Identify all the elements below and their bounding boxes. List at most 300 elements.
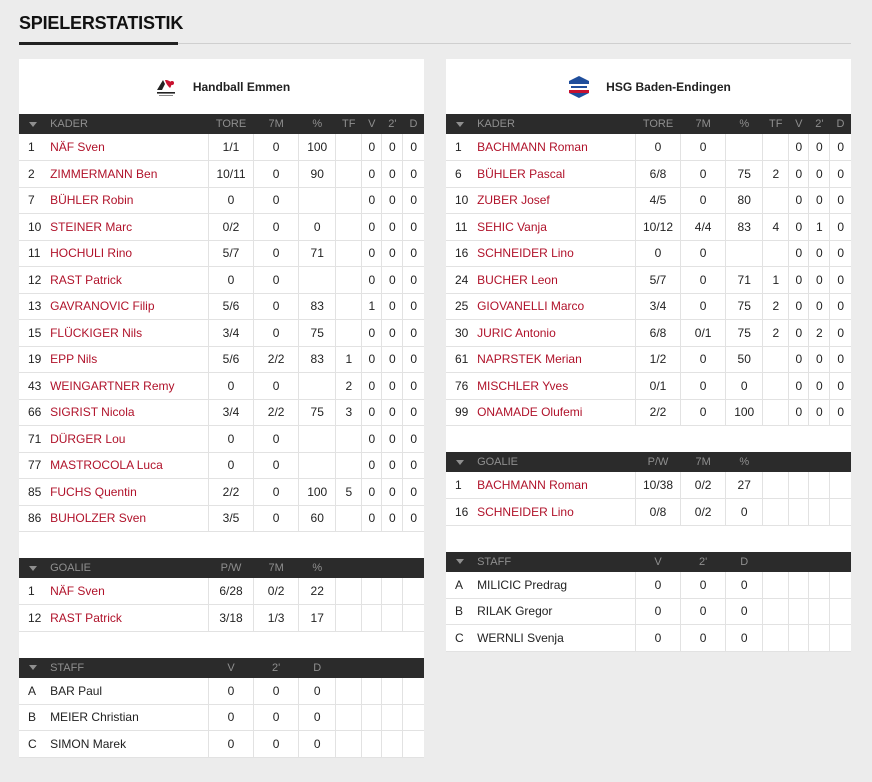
stat-cell-empty bbox=[830, 499, 851, 526]
jersey-number: 10 bbox=[19, 214, 46, 241]
stat-cell: 0 bbox=[382, 426, 403, 453]
staff-name: MEIER Christian bbox=[46, 704, 208, 731]
players-row bbox=[19, 505, 424, 532]
player-name-link[interactable]: MISCHLER Yves bbox=[473, 373, 635, 400]
goalies-row bbox=[19, 578, 424, 605]
stat-cell: 100 bbox=[299, 134, 336, 161]
stat-cell bbox=[726, 240, 763, 267]
stat-cell-empty bbox=[830, 472, 851, 499]
stat-cell: 0 bbox=[726, 373, 763, 400]
stat-cell: 0 bbox=[254, 704, 299, 731]
stat-cell: 0 bbox=[403, 320, 424, 347]
stat-cell: 0 bbox=[681, 598, 726, 625]
stat-cell: 5/6 bbox=[208, 346, 253, 373]
stat-cell: 0/8 bbox=[635, 499, 680, 526]
player-name-link[interactable]: SCHNEIDER Lino bbox=[473, 240, 635, 267]
stat-cell: 0 bbox=[681, 293, 726, 320]
page-title: SPIELERSTATISTIK bbox=[19, 13, 184, 33]
column-header: D bbox=[726, 552, 763, 572]
stat-cell: 1 bbox=[336, 346, 362, 373]
player-name-link[interactable]: FLÜCKIGER Nils bbox=[46, 320, 208, 347]
player-name-link[interactable]: BÜHLER Robin bbox=[46, 187, 208, 214]
jersey-number: 24 bbox=[446, 267, 473, 294]
stat-cell-empty bbox=[809, 625, 830, 652]
column-header: GOALIE bbox=[46, 558, 208, 578]
staff-header-row bbox=[19, 658, 424, 678]
jersey-number: 30 bbox=[446, 320, 473, 347]
player-name-link[interactable]: GIOVANELLI Marco bbox=[473, 293, 635, 320]
stat-cell: 0 bbox=[830, 214, 851, 241]
stat-cell-empty bbox=[789, 625, 809, 652]
staff-row bbox=[446, 625, 851, 652]
stat-cell: 0 bbox=[299, 731, 336, 758]
caret-down-icon[interactable] bbox=[29, 122, 37, 127]
stat-cell: 2 bbox=[763, 293, 789, 320]
staff-row bbox=[19, 731, 424, 758]
column-header: V bbox=[362, 114, 382, 134]
jersey-number: 66 bbox=[19, 399, 46, 426]
column-header: D bbox=[830, 114, 851, 134]
column-header: GOALIE bbox=[473, 452, 635, 472]
stat-cell-empty bbox=[763, 572, 789, 599]
players-table bbox=[19, 114, 424, 532]
stat-cell: 0 bbox=[681, 572, 726, 599]
stat-cell: 10/38 bbox=[635, 472, 680, 499]
stat-cell: 0 bbox=[208, 187, 253, 214]
stat-cell-empty bbox=[336, 678, 362, 705]
column-header: 2' bbox=[382, 114, 403, 134]
column-header-empty bbox=[382, 558, 403, 578]
stat-cell: 3/18 bbox=[208, 605, 253, 632]
player-name-link[interactable]: BUHOLZER Sven bbox=[46, 505, 208, 532]
stat-cell bbox=[299, 426, 336, 453]
stat-cell: 0 bbox=[681, 240, 726, 267]
column-header: 2' bbox=[681, 552, 726, 572]
stat-cell: 0 bbox=[789, 320, 809, 347]
stat-cell: 0 bbox=[789, 134, 809, 161]
column-header: V bbox=[208, 658, 253, 678]
jersey-number: 13 bbox=[19, 293, 46, 320]
jersey-number: 99 bbox=[446, 399, 473, 426]
stat-cell: 0 bbox=[789, 240, 809, 267]
player-name-link[interactable]: GAVRANOVIC Filip bbox=[46, 293, 208, 320]
jersey-number: 2 bbox=[19, 161, 46, 188]
stat-cell-empty bbox=[830, 572, 851, 599]
stat-cell: 0 bbox=[403, 134, 424, 161]
stat-cell: 3 bbox=[336, 399, 362, 426]
stat-cell bbox=[763, 134, 789, 161]
stat-cell: 0/1 bbox=[681, 320, 726, 347]
jersey-number: 25 bbox=[446, 293, 473, 320]
stat-cell: 2/2 bbox=[254, 399, 299, 426]
column-header: 7M bbox=[681, 114, 726, 134]
stat-cell: 0 bbox=[362, 240, 382, 267]
stat-cell-empty bbox=[403, 678, 424, 705]
staff-row bbox=[19, 704, 424, 731]
stat-cell: 71 bbox=[299, 240, 336, 267]
player-name-link[interactable]: JURIC Antonio bbox=[473, 320, 635, 347]
jersey-number: 12 bbox=[19, 605, 46, 632]
staff-name: WERNLI Svenja bbox=[473, 625, 635, 652]
stat-cell-empty bbox=[403, 578, 424, 605]
stat-cell: 0 bbox=[635, 240, 680, 267]
jersey-number: 16 bbox=[446, 240, 473, 267]
stat-cell: 0 bbox=[254, 505, 299, 532]
goalies-row bbox=[446, 472, 851, 499]
collapse-toggle[interactable] bbox=[19, 114, 46, 134]
caret-down-icon[interactable] bbox=[456, 460, 464, 465]
players-row bbox=[19, 187, 424, 214]
stat-cell bbox=[336, 505, 362, 532]
stat-cell: 0 bbox=[830, 320, 851, 347]
player-name-link[interactable]: WEINGARTNER Remy bbox=[46, 373, 208, 400]
player-name-link[interactable]: NÄF Sven bbox=[46, 134, 208, 161]
column-header-empty bbox=[403, 558, 424, 578]
player-name-link[interactable]: STEINER Marc bbox=[46, 214, 208, 241]
stat-cell: 0 bbox=[809, 134, 830, 161]
player-name-link[interactable]: SCHNEIDER Lino bbox=[473, 499, 635, 526]
column-header-empty bbox=[789, 552, 809, 572]
stat-cell: 4/4 bbox=[681, 214, 726, 241]
section-spacer bbox=[446, 426, 851, 452]
stat-cell bbox=[299, 267, 336, 294]
stat-cell: 0 bbox=[362, 320, 382, 347]
stat-cell: 0 bbox=[382, 293, 403, 320]
jersey-number: 86 bbox=[19, 505, 46, 532]
stat-cell: 0 bbox=[681, 373, 726, 400]
stat-cell bbox=[299, 187, 336, 214]
stat-cell-empty bbox=[382, 578, 403, 605]
stat-cell: 0 bbox=[403, 240, 424, 267]
stat-cell: 71 bbox=[726, 267, 763, 294]
stat-cell: 0 bbox=[789, 399, 809, 426]
players-row bbox=[19, 293, 424, 320]
stat-cell-empty bbox=[809, 572, 830, 599]
stat-cell: 0 bbox=[809, 267, 830, 294]
stat-cell: 0 bbox=[726, 499, 763, 526]
stat-cell: 4 bbox=[763, 214, 789, 241]
stat-cell: 0 bbox=[382, 320, 403, 347]
stat-cell: 0 bbox=[681, 625, 726, 652]
stat-cell: 1 bbox=[763, 267, 789, 294]
players-row bbox=[19, 214, 424, 241]
stat-cell: 0 bbox=[382, 452, 403, 479]
stat-cell: 83 bbox=[299, 346, 336, 373]
title-underline bbox=[19, 42, 178, 45]
stat-cell: 0 bbox=[362, 346, 382, 373]
column-header-empty bbox=[830, 452, 851, 472]
column-header: % bbox=[726, 452, 763, 472]
jersey-number: 85 bbox=[19, 479, 46, 506]
stat-cell: 0 bbox=[830, 293, 851, 320]
column-header-empty bbox=[809, 552, 830, 572]
stat-cell: 0 bbox=[726, 598, 763, 625]
jersey-number: 19 bbox=[19, 346, 46, 373]
players-row bbox=[446, 161, 851, 188]
player-name-link[interactable]: NÄF Sven bbox=[46, 578, 208, 605]
column-header: STAFF bbox=[473, 552, 635, 572]
collapse-toggle[interactable] bbox=[446, 452, 473, 472]
stat-cell bbox=[726, 134, 763, 161]
players-table bbox=[446, 114, 851, 426]
players-row bbox=[19, 320, 424, 347]
stat-cell: 0 bbox=[830, 399, 851, 426]
jersey-number: A bbox=[19, 678, 46, 705]
jersey-number: 12 bbox=[19, 267, 46, 294]
stat-cell: 0 bbox=[830, 267, 851, 294]
stat-cell: 0 bbox=[809, 187, 830, 214]
player-name-link[interactable]: RAST Patrick bbox=[46, 605, 208, 632]
stat-cell: 0 bbox=[254, 187, 299, 214]
stat-cell bbox=[763, 373, 789, 400]
player-name-link[interactable]: EPP Nils bbox=[46, 346, 208, 373]
jersey-number: 6 bbox=[446, 161, 473, 188]
player-name-link[interactable]: BUCHER Leon bbox=[473, 267, 635, 294]
stat-cell: 0 bbox=[789, 214, 809, 241]
player-name-link[interactable]: FUCHS Quentin bbox=[46, 479, 208, 506]
stat-cell: 0 bbox=[208, 373, 253, 400]
staff-table bbox=[446, 552, 851, 652]
jersey-number: 43 bbox=[19, 373, 46, 400]
stat-cell: 10/12 bbox=[635, 214, 680, 241]
caret-down-icon[interactable] bbox=[29, 665, 37, 670]
caret-down-icon[interactable] bbox=[456, 122, 464, 127]
stat-cell: 0 bbox=[726, 572, 763, 599]
stat-cell: 1/2 bbox=[635, 346, 680, 373]
stat-cell: 75 bbox=[726, 293, 763, 320]
team-logo-icon bbox=[566, 74, 592, 100]
stat-cell: 27 bbox=[726, 472, 763, 499]
jersey-number: 1 bbox=[19, 134, 46, 161]
stat-cell: 0 bbox=[362, 426, 382, 453]
players-row bbox=[19, 373, 424, 400]
stat-cell: 0/1 bbox=[635, 373, 680, 400]
jersey-number: B bbox=[446, 598, 473, 625]
stat-cell: 0 bbox=[830, 161, 851, 188]
column-header: P/W bbox=[208, 558, 253, 578]
goalies-row bbox=[19, 605, 424, 632]
jersey-number: 7 bbox=[19, 187, 46, 214]
jersey-number: C bbox=[19, 731, 46, 758]
jersey-number: 16 bbox=[446, 499, 473, 526]
player-name-link[interactable]: MASTROCOLA Luca bbox=[46, 452, 208, 479]
stat-cell bbox=[763, 187, 789, 214]
jersey-number: A bbox=[446, 572, 473, 599]
stat-cell: 0 bbox=[299, 678, 336, 705]
stat-cell-empty bbox=[763, 598, 789, 625]
stat-cell: 0/2 bbox=[681, 472, 726, 499]
team-panel-away bbox=[446, 59, 851, 652]
stat-cell: 17 bbox=[299, 605, 336, 632]
players-row bbox=[446, 293, 851, 320]
stat-cell: 0 bbox=[403, 505, 424, 532]
players-header-row bbox=[446, 114, 851, 134]
caret-down-icon[interactable] bbox=[456, 559, 464, 564]
stat-cell: 3/4 bbox=[635, 293, 680, 320]
stat-cell: 2 bbox=[763, 161, 789, 188]
stat-cell: 5/7 bbox=[208, 240, 253, 267]
column-header: TORE bbox=[208, 114, 253, 134]
jersey-number: 10 bbox=[446, 187, 473, 214]
players-row bbox=[19, 267, 424, 294]
stat-cell: 0/2 bbox=[254, 578, 299, 605]
column-header-empty bbox=[830, 552, 851, 572]
stat-cell: 2 bbox=[763, 320, 789, 347]
collapse-toggle[interactable] bbox=[19, 558, 46, 578]
stat-cell: 1 bbox=[362, 293, 382, 320]
stat-cell: 0 bbox=[403, 161, 424, 188]
staff-name: SIMON Marek bbox=[46, 731, 208, 758]
stat-cell: 0 bbox=[382, 267, 403, 294]
stat-cell: 83 bbox=[299, 293, 336, 320]
collapse-toggle[interactable] bbox=[446, 114, 473, 134]
stat-cell: 0 bbox=[254, 320, 299, 347]
stat-cell-empty bbox=[809, 499, 830, 526]
stat-cell: 6/28 bbox=[208, 578, 253, 605]
stat-cell: 0 bbox=[403, 399, 424, 426]
stat-cell-empty bbox=[362, 678, 382, 705]
team-logo-icon bbox=[153, 74, 179, 100]
stat-cell: 0 bbox=[809, 161, 830, 188]
players-row bbox=[19, 240, 424, 267]
column-header-empty bbox=[362, 558, 382, 578]
stat-cell-empty bbox=[336, 578, 362, 605]
stat-cell: 0/2 bbox=[208, 214, 253, 241]
stat-cell: 0 bbox=[362, 505, 382, 532]
stat-cell: 0 bbox=[403, 187, 424, 214]
stat-cell-empty bbox=[763, 625, 789, 652]
column-header: 7M bbox=[254, 114, 299, 134]
column-header: P/W bbox=[635, 452, 680, 472]
player-name-link[interactable]: RAST Patrick bbox=[46, 267, 208, 294]
stat-cell: 0 bbox=[809, 240, 830, 267]
column-header: TF bbox=[763, 114, 789, 134]
player-name-link[interactable]: ZIMMERMANN Ben bbox=[46, 161, 208, 188]
player-name-link[interactable]: ZUBER Josef bbox=[473, 187, 635, 214]
stat-cell: 5 bbox=[336, 479, 362, 506]
stat-cell: 60 bbox=[299, 505, 336, 532]
stat-cell: 0 bbox=[830, 373, 851, 400]
player-name-link[interactable]: BACHMANN Roman bbox=[473, 134, 635, 161]
jersey-number: 76 bbox=[446, 373, 473, 400]
player-name-link[interactable]: BACHMANN Roman bbox=[473, 472, 635, 499]
column-header: V bbox=[635, 552, 680, 572]
players-row bbox=[446, 320, 851, 347]
player-name-link[interactable]: SEHIC Vanja bbox=[473, 214, 635, 241]
stat-cell: 1 bbox=[809, 214, 830, 241]
stat-cell: 0 bbox=[208, 267, 253, 294]
players-row bbox=[19, 399, 424, 426]
stat-cell-empty bbox=[809, 472, 830, 499]
stat-cell: 0 bbox=[362, 452, 382, 479]
stat-cell: 0 bbox=[299, 214, 336, 241]
stat-cell: 0 bbox=[809, 346, 830, 373]
stat-cell: 0 bbox=[809, 293, 830, 320]
stat-cell: 0 bbox=[208, 678, 253, 705]
stat-cell: 0 bbox=[789, 161, 809, 188]
column-header-empty bbox=[382, 658, 403, 678]
stat-cell-empty bbox=[403, 704, 424, 731]
players-row bbox=[446, 346, 851, 373]
goalies-header-row bbox=[446, 452, 851, 472]
goalies-table bbox=[19, 558, 424, 632]
players-row bbox=[19, 346, 424, 373]
stat-cell: 0 bbox=[362, 373, 382, 400]
stat-cell-empty bbox=[789, 472, 809, 499]
stat-cell bbox=[336, 214, 362, 241]
stat-cell: 0/2 bbox=[681, 499, 726, 526]
staff-row bbox=[446, 598, 851, 625]
stat-cell-empty bbox=[763, 499, 789, 526]
team-panel-home bbox=[19, 59, 424, 758]
staff-header-row bbox=[446, 552, 851, 572]
goalies-table bbox=[446, 452, 851, 526]
player-name-link[interactable]: DÜRGER Lou bbox=[46, 426, 208, 453]
stat-cell-empty bbox=[830, 598, 851, 625]
stat-cell: 90 bbox=[299, 161, 336, 188]
stat-cell-empty bbox=[382, 678, 403, 705]
stat-cell: 0 bbox=[635, 625, 680, 652]
stat-cell: 0 bbox=[726, 625, 763, 652]
stat-cell bbox=[763, 240, 789, 267]
player-name-link[interactable]: NAPRSTEK Merian bbox=[473, 346, 635, 373]
player-name-link[interactable]: ONAMADE Olufemi bbox=[473, 399, 635, 426]
collapse-toggle[interactable] bbox=[19, 658, 46, 678]
column-header-empty bbox=[789, 452, 809, 472]
stat-cell: 0 bbox=[403, 214, 424, 241]
stat-cell: 0 bbox=[830, 240, 851, 267]
player-name-link[interactable]: BÜHLER Pascal bbox=[473, 161, 635, 188]
stat-cell: 1/3 bbox=[254, 605, 299, 632]
stat-cell: 75 bbox=[726, 161, 763, 188]
jersey-number: B bbox=[19, 704, 46, 731]
section-spacer bbox=[19, 632, 424, 658]
players-row bbox=[19, 134, 424, 161]
stat-cell: 2/2 bbox=[635, 399, 680, 426]
stat-cell: 0 bbox=[362, 214, 382, 241]
column-header: 7M bbox=[681, 452, 726, 472]
stat-cell-empty bbox=[403, 605, 424, 632]
column-header: V bbox=[789, 114, 809, 134]
stat-cell bbox=[336, 187, 362, 214]
column-header: TORE bbox=[635, 114, 680, 134]
jersey-number: 1 bbox=[446, 134, 473, 161]
player-name-link[interactable]: SIGRIST Nicola bbox=[46, 399, 208, 426]
stat-cell-empty bbox=[362, 731, 382, 758]
column-header-empty bbox=[336, 558, 362, 578]
column-header: % bbox=[299, 558, 336, 578]
player-name-link[interactable]: HOCHULI Rino bbox=[46, 240, 208, 267]
stat-cell: 0 bbox=[362, 399, 382, 426]
stat-cell: 2/2 bbox=[208, 479, 253, 506]
stat-cell: 2/2 bbox=[254, 346, 299, 373]
stat-cell: 0 bbox=[254, 293, 299, 320]
stat-cell: 0 bbox=[809, 399, 830, 426]
stat-cell: 0 bbox=[254, 134, 299, 161]
stat-cell: 0 bbox=[403, 452, 424, 479]
collapse-toggle[interactable] bbox=[446, 552, 473, 572]
players-header-row bbox=[19, 114, 424, 134]
stat-cell-empty bbox=[336, 704, 362, 731]
jersey-number: 11 bbox=[446, 214, 473, 241]
stat-cell: 83 bbox=[726, 214, 763, 241]
stat-cell: 0 bbox=[635, 134, 680, 161]
stat-cell bbox=[336, 134, 362, 161]
jersey-number: 71 bbox=[19, 426, 46, 453]
caret-down-icon[interactable] bbox=[29, 566, 37, 571]
players-row bbox=[446, 240, 851, 267]
players-row bbox=[446, 373, 851, 400]
